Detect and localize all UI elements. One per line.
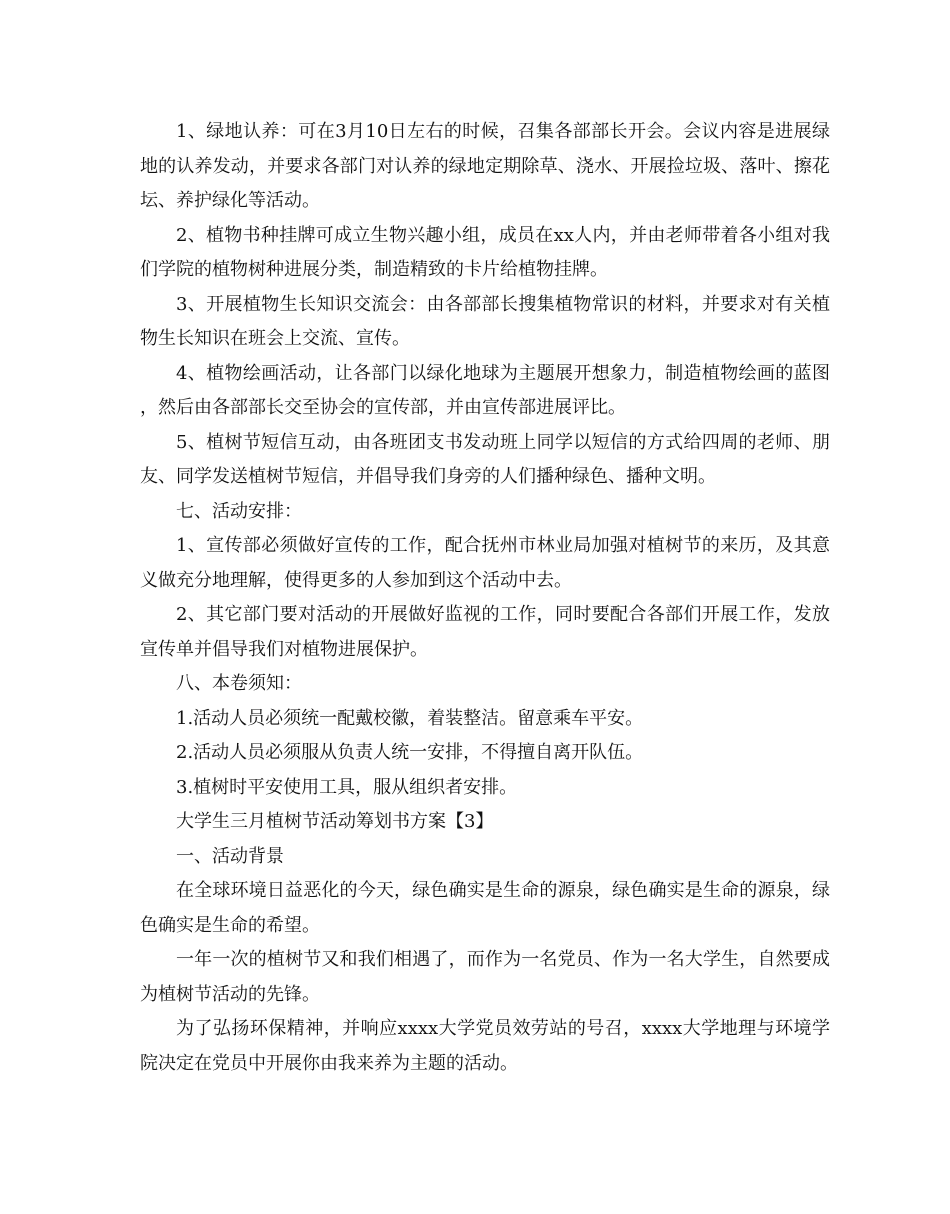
paragraph-greenland-adoption: 1、绿地认养：可在3月10日左右的时候，召集各部部长开会。会议内容是进展绿地的认养发动，并要求各部门对认养的绿地定期除草、浇水、开展捡垃圾、落叶、擦花坛、养护绿化等活动。 <box>140 121 830 211</box>
plan-title: 大学生三月植树节活动筹划书方案【3】 <box>176 811 494 832</box>
section-heading-arrangement: 七、活动安排： <box>176 500 302 522</box>
paragraph-plant-tagging: 2、植物书种挂牌可成立生物兴趣小组，成员在xx人内，并由老师带着各小组对我们学院的植物树种进展分类，制造精致的卡片给植物挂牌。 <box>140 224 830 280</box>
notice-item-3: 3.植树时平安使用工具，服从组织者安排。 <box>176 776 518 798</box>
section-heading-background: 一、活动背景 <box>176 845 284 867</box>
notice-item-1: 1.活动人员必须统一配戴校徽，着装整洁。留意乘车平安。 <box>176 707 644 729</box>
section-heading-notice: 八、本卷须知： <box>176 673 302 694</box>
paragraph-sms-interaction: 5、植树节短信互动，由各班团支书发动班上同学以短信的方式给四周的老师、朋友、同学发送植树节短信，并倡导我们身旁的人们播种绿色、播种文明。 <box>140 431 830 487</box>
paragraph-plant-drawing: 4、植物绘画活动，让各部门以绿化地球为主题展开想象力，制造植物绘画的蓝图 ，然后由各部部长交至协会的宣传部，并由宣传部进展评比。 <box>140 362 830 418</box>
document-page <box>140 115 830 1081</box>
paragraph-publicity-dept: 1、宣传部必须做好宣传的工作，配合抚州市林业局加强对植树节的来历，及其意义做充分地理解，使得更多的人参加到这个活动中去。 <box>140 535 830 591</box>
paragraph-other-depts: 2、其它部门要对活动的开展做好监视的工作，同时要配合各部们开展工作，发放宣传单并倡导我们对植物进展保护。 <box>140 604 830 660</box>
paragraph-background-3: 为了弘扬环保精神，并响应xxxx大学党员效劳站的号召，xxxx大学地理与环境学院决定在党员中开展你由我来养为主题的活动。 <box>140 1018 830 1074</box>
paragraph-background-1: 在全球环境日益恶化的今天，绿色确实是生命的源泉，绿色确实是生命的源泉，绿色确实是生命的希望。 <box>140 880 830 936</box>
paragraph-knowledge-exchange: 3、开展植物生长知识交流会：由各部部长搜集植物常识的材料，并要求对有关植物生长知识在班会上交流、宣传。 <box>140 293 830 349</box>
notice-item-2: 2.活动人员必须服从负责人统一安排，不得擅自离开队伍。 <box>176 742 644 763</box>
paragraph-background-2: 一年一次的植树节又和我们相遇了，而作为一名党员、作为一名大学生，自然要成为植树节活动的先锋。 <box>140 949 830 1005</box>
